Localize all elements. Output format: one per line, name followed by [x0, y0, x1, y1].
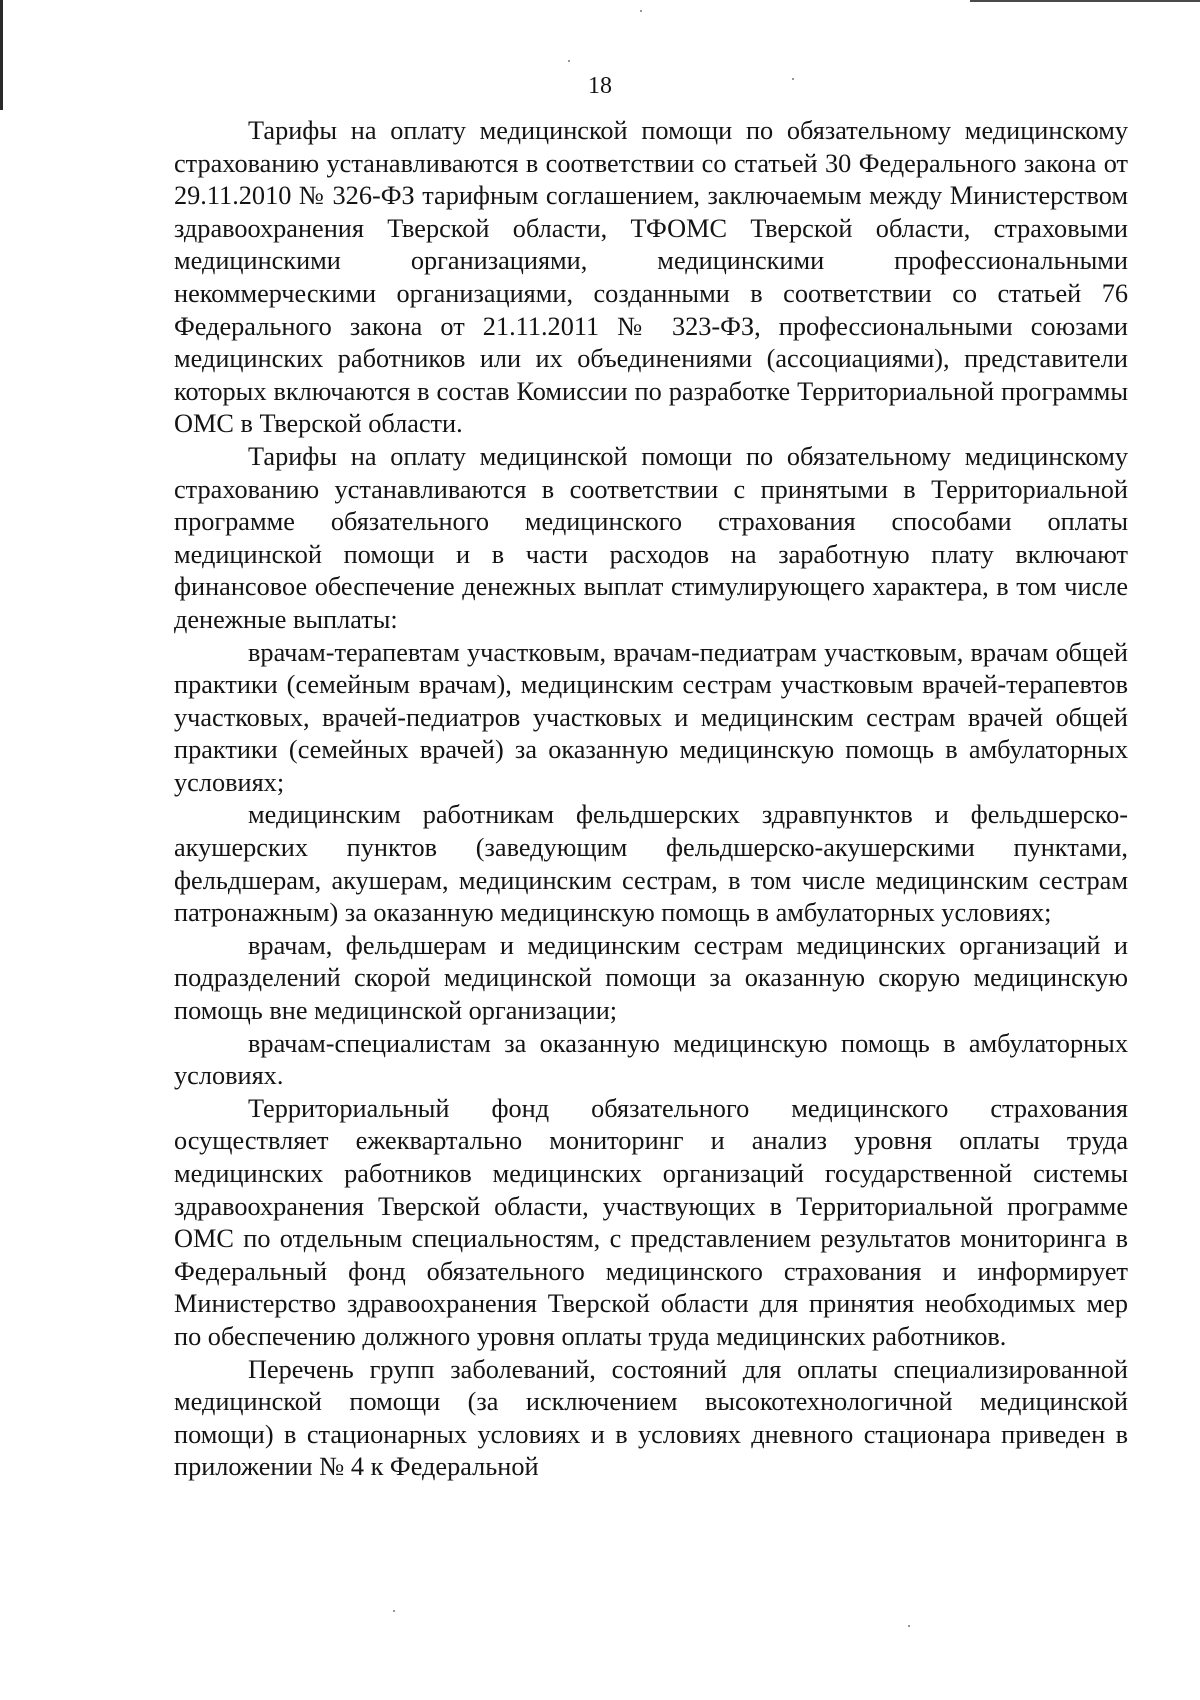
- paragraph-tariffs-payment-methods: Тарифы на оплату медицинской помощи по обязательному медицинскому страхованию устанавливаются в соответствии с принятыми в Территориальной программе обязательного медицинского страхования способами оплаты медицинской помощи и в части расходов на заработную плату включают финансовое обеспечение денежных выплат стимулирующего характера, в том числе денежные выплаты:: [174, 441, 1128, 634]
- paragraph-payments-feldsher-points: медицинским работникам фельдшерских здравпунктов и фельдшерско-акушерских пунктов (заведующим фельдшерско-акушерскими пунктами, фельдшерам, акушерам, медицинским сестрам, в том числе медицинским сестрам патронажным) за оказанную медицинскую помощь в амбулаторных условиях;: [174, 800, 1128, 928]
- page-number: 18: [588, 73, 612, 99]
- paragraph-disease-groups-list: Перечень групп заболеваний, состояний для оплаты специализированной медицинской помощи (за исключением высокотехнологичной медицинской помощи) в стационарных условиях и в условиях дневного стационара приведен в приложении № 4 к Федеральной: [174, 1354, 1128, 1482]
- scan-speck: [908, 1625, 910, 1627]
- scan-speck: [568, 60, 570, 62]
- paragraph-tariffs-agreement: Тарифы на оплату медицинской помощи по обязательному медицинскому страхованию устанавливаются в соответствии со статьей 30 Федерального закона от 29.11.2010 № 326-ФЗ тарифным соглашением, заключаемым между Министерством здравоохранения Тверской области, ТФОМС Тверской области, страховыми медицинскими организациями, медицинскими профессиональными некоммерческими организациями, созданными в соответствии со статьей 76 Федерального закона от 21.11.2011 № 323-ФЗ, профессиональными союзами медицинских работников или их объединениями (ассоциациями), представители которых включаются в состав Комиссии по разработке Территориальной программы ОМС в Тверской области.: [174, 116, 1128, 439]
- scan-speck: [640, 10, 642, 12]
- scan-edge-top: [970, 0, 1200, 2]
- paragraph-payments-specialists: врачам-специалистам за оказанную медицинскую помощь в амбулаторных условиях.: [174, 1028, 1128, 1091]
- paragraph-payments-emergency-care: врачам, фельдшерам и медицинским сестрам медицинских организаций и подразделений скорой медицинской помощи за оказанную скорую медицинскую помощь вне медицинской организации;: [174, 930, 1128, 1026]
- paragraph-payments-district-doctors: врачам-терапевтам участковым, врачам-педиатрам участковым, врачам общей практики (семейным врачам), медицинским сестрам участковым врачей-терапевтов участковых, врачей-педиатров участковых и медицинским сестрам врачей общей практики (семейных врачей) за оказанную медицинскую помощь в амбулаторных условиях;: [174, 637, 1128, 797]
- scan-speck: [393, 1610, 395, 1612]
- document-body: [174, 115, 1128, 1484]
- paragraph-fund-monitoring: Территориальный фонд обязательного медицинского страхования осуществляет ежеквартально мониторинг и анализ уровня оплаты труда медицинских работников медицинских организаций государственной системы здравоохранения Тверской области, участвующих в Территориальной программе ОМС по отдельным специальностям, с представлением результатов мониторинга в Федеральный фонд обязательного медицинского страхования и информирует Министерство здравоохранения Тверской области для принятия необходимых мер по обеспечению должного уровня оплаты труда медицинских работников.: [174, 1093, 1128, 1351]
